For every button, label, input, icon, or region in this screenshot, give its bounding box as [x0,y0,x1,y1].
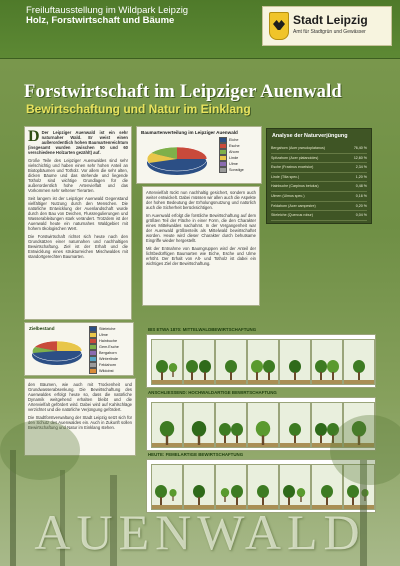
legend-item: Hainbuche [99,339,118,343]
left-text-column [24,126,132,320]
table-row: Hainbuche (Carpinus betulus) 0,48 % [271,182,367,192]
legend-item: Sonstige [229,168,244,172]
exhibition-heading [26,6,188,26]
section-title-3: HEUTE: FEMELARTIGE BEWIRTSCHAFTUNG [148,452,244,457]
logo-subline: Amt für Stadtgrün und Gewässer [293,29,366,35]
legend-item: Ulme [229,162,238,166]
table-row: Ulmen (Ulmus spec.) 0,16 % [271,192,367,202]
header-bar [0,0,400,59]
body-paragraph-2: Seit langem ist der Leipziger Auenwald Gegenstand vielfältiger Nutzung durch den Menschen. Die natürliche Entwicklung der Auenlandschaft wurde durch den Bau von Deichen, Flussregulierungen und Wasserableitungen stark verändert. Trotzdem ist der Auenwald heute ein naturnahes Waldgebiet mit hohem ökologischen Wert. [28,196,128,231]
pie-bottom-legend [89,326,119,374]
pie-chart-bottom [24,322,134,376]
regeneration-table-panel [266,128,372,224]
lower-paragraph-1: den Bäumen, wie auch mit Trockenheit und Grundwasserabsenkung. Die Bewirtschaftung des Auenwaldes erfolgt heute so, dass die natürliche Dynamik weitgehend erhalten bleibt und die Artenvielfalt gefördert wird. Dabei wird auf Kahlschläge verzichtet und die natürliche Verjüngung gefördert. [28,382,132,412]
section-title-2: ANSCHLIESSEND: HOCHWALDARTIGE BEWIRTSCHAFTUNG [148,390,277,395]
lower-paragraph-2: Die Stadtforstverwaltung der Stadt Leipzig setzt sich für den Schutz des Auenwaldes ein. Auch in Zukunft sollen Bewirtschaftung und Natur im Einklang stehen. [28,415,132,430]
middle-paragraph-3: Mit der Entnahme von Baumgruppen wird der Anteil der lichtbedürftigen Baumarten wie Eiche, Esche und Ulme erhöht. Der Erhalt von Alt- und Totholz ist dabei ein wichtiges Ziel der Bewirtschaftung. [146,246,256,266]
legend-item: Stieleiche [99,327,116,331]
legend-item: Bergahorn [99,351,117,355]
legend-item: Linde [229,156,239,160]
section-title-1: BIS ETWA 1870: MITTELWALDBEWIRTSCHAFTUNG [148,327,257,332]
regeneration-table [271,144,367,221]
legend-item: Feldahorn [99,363,117,367]
table-row: Bergahorn (Acer pseudoplatanus) 76,40 % [271,144,367,154]
drop-cap: D [28,128,40,145]
body-paragraph-1: Große Teile des Leipziger Auenwaldes sind sehr vielschichtig und haben einen sehr hohen Anteil an Biotopbäumen und Totholz. Vor allem die sehr alten, dicken Bäume und das stehende und liegende Totholz sind wichtige Grundlagen für die außerordentlich hohe Artenvielfalt und das Vorkommen sehr seltener Tierarten. [28,158,128,193]
table-row: Feldahorn (Acer campestre) 0,20 % [271,202,367,212]
pie-top-title: Baumartenverteilung im Leipziger Auenwald [141,130,238,135]
legend-item: Wildobst [99,369,114,373]
legend-item: Ulme [99,333,108,337]
middle-paragraph-2: Im Auenwald erfolgt die forstliche Bewirtschaftung auf dem größten Teil der Fläche in einer Form, die den Charakter eines Mittelwaldes nachahmt. In der Vergangenheit war der Auenwald größtenteils als Mittelwald bewirtschaftet worden. Heute wird dieser Charakter durch behutsame Eingriffe wieder hergestellt. [146,213,256,243]
table-row: Linde (Tilia spec.) 1,20 % [271,173,367,183]
table-row: Esche (Fraxinus excelsior) 2,34 % [271,163,367,173]
pie-top-graphic [143,139,213,179]
city-logo [262,6,392,46]
auenwald-watermark: AUENWALD [34,504,366,560]
middle-paragraph-1: Artenvielfalt rückt nun nachhaltig gesichert, sondern auch weiter entwickelt. Dabei müssen wir allen auch die Aspekte der hohen Bedeutung der Erholungsnutzung und natürlich auch die Sicherheit berücksichtigen. [146,190,256,210]
lion-crest-icon [269,12,289,40]
table-title: Analyse der Naturverjüngung [272,133,348,139]
poster-title: Forstwirtschaft im Leipziger Auenwald [24,82,342,102]
legend-item: Ahorn [229,150,240,154]
body-paragraph-3: Die Forstwirtschaft richtet sich heute nach den Grundsätzen einer naturnahen und nachhaltigen Bewirtschaftung. Ziel ist der Erhalt und die Entwicklung eines strukturreichen Mischwaldes mit standortgerechten Baumarten. [28,234,128,259]
legend-item: Gem.Esche [99,345,119,349]
table-row: Spitzahorn (Acer platanoides) 12,60 % [271,154,367,164]
legend-item: Winterlinde [99,357,118,361]
pie-top-legend [219,137,244,173]
pie-bottom-graphic [29,335,87,369]
topic-line: Holz, Forstwirtschaft und Bäume [26,15,175,26]
poster-subtitle: Bewirtschaftung und Natur im Einklang [26,102,251,116]
exhibition-line: Freiluftausstellung im Wildpark Leipzig [26,5,189,16]
middle-text-column [142,186,260,306]
legend-item: Eiche [229,138,239,142]
intro-paragraph [28,130,128,155]
table-row: Stieleiche (Quercus robur) 0,04 % [271,211,367,221]
logo-name: Stadt Leipzig [293,13,368,27]
legend-item: Esche [229,144,240,148]
intro-text: Der Leipziger Auenwald ist ein sehr naturnaher Wald. Er weist einen außerordentlich hohen Baumartenreichtum (insgesamt wurden zwischen 50 und 60 verschiedene Holzarten gezählt) auf. [28,130,128,155]
pie-chart-top [136,126,262,184]
pie-bottom-title: Zielbestand [29,326,55,331]
